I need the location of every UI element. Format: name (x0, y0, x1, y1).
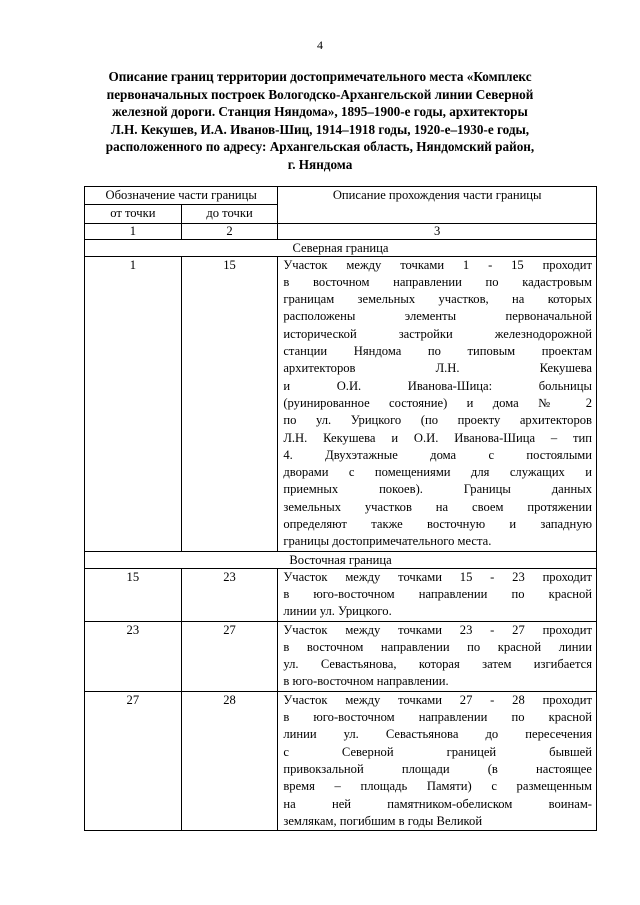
description-line: с Северной границей бывшей (283, 744, 592, 759)
description-line: Участок между точками 27 - 28 проходит (283, 692, 592, 707)
description-line: расположены элементы первоначальной (283, 309, 592, 324)
description-line: привокзальной площади (в настоящее (283, 761, 592, 776)
table-row (85, 691, 597, 830)
header-boundary-part: Обозначение части границы (85, 187, 278, 205)
title-line: Описание границ территории достопримечательного места «Комплекс (108, 69, 532, 84)
description-line: границам земельных участков, на которых (283, 292, 592, 307)
column-number: 3 (278, 223, 597, 239)
column-number: 2 (181, 223, 278, 239)
description-line: в юго-восточном направлении по красной (283, 710, 592, 725)
header-from-point: от точки (85, 205, 182, 223)
description-line: приемных покоев). Границы данных (283, 482, 592, 497)
description-line: Участок между точками 23 - 27 проходит (283, 622, 592, 637)
section-title: Восточная граница (85, 551, 597, 568)
description-line: линии ул. Севастьянова до пересечения (283, 727, 592, 742)
description-line: в восточном направлении по красной линии (283, 639, 592, 654)
section-row (85, 239, 597, 256)
column-number: 1 (85, 223, 182, 239)
description-line: по ул. Урицкого (по проекту архитекторов (283, 413, 592, 428)
document-title (90, 68, 550, 173)
boundary-table (84, 186, 597, 831)
section-row (85, 551, 597, 568)
description-line: архитекторов Л.Н. Кекушева (283, 361, 592, 376)
description-line: на ней памятником-обелиском воинам- (283, 796, 592, 811)
description-cell (278, 256, 597, 551)
description-line: границы достопримечательного места. (283, 534, 492, 549)
to-point-cell: 27 (181, 621, 278, 691)
description-line: и О.И. Иванова-Шица: больницы (283, 378, 592, 393)
section-title: Северная граница (85, 239, 597, 256)
table-row (85, 621, 597, 691)
description-line: время – площадь Памяти) с размещенным (283, 779, 592, 794)
title-line: железной дороги. Станция Няндома», 1895–1900-е годы, архитекторы (112, 104, 528, 119)
table-row (85, 256, 597, 551)
header-to-point: до точки (181, 205, 278, 223)
column-number-row (85, 223, 597, 239)
from-point-cell: 15 (85, 568, 182, 621)
title-line: Л.Н. Кекушев, И.А. Иванов-Шиц, 1914–1918 годы, 1920-е–1930-е годы, (110, 121, 530, 137)
to-point-cell: 15 (181, 256, 278, 551)
page-number: 4 (317, 38, 323, 52)
description-line: землякам, погибшим в годы Великой (283, 813, 483, 828)
description-cell (278, 621, 597, 691)
description-line: Участок между точками 15 - 23 проходит (283, 569, 592, 584)
header-description: Описание прохождения части границы (278, 187, 597, 224)
description-line: 4. Двухэтажные дома с постоялыми (283, 447, 592, 462)
description-line: в юго-восточном направлении. (283, 674, 449, 689)
title-line: первоначальных построек Вологодско-Архангельской линии Северной (106, 86, 534, 102)
description-line: линии ул. Урицкого. (283, 604, 392, 619)
from-point-cell: 1 (85, 256, 182, 551)
description-line: исторической застройки железнодорожной (283, 326, 592, 341)
to-point-cell: 28 (181, 691, 278, 830)
description-line: в восточном направлении по кадастровым (283, 274, 592, 289)
from-point-cell: 27 (85, 691, 182, 830)
description-line: земельных участков на своем протяжении (283, 499, 592, 514)
description-line: Л.Н. Кекушева и О.И. Иванова-Шица – тип (283, 430, 592, 445)
description-cell (278, 691, 597, 830)
title-line: г. Няндома (287, 156, 353, 172)
description-line: определяют также восточную и западную (283, 517, 592, 532)
description-cell (278, 568, 597, 621)
description-line: Участок между точками 1 - 15 проходит (283, 257, 592, 272)
description-line: (руинированное состояние) и дома № 2 (283, 395, 592, 410)
to-point-cell: 23 (181, 568, 278, 621)
title-line: расположенного по адресу: Архангельская область, Няндомский район, (105, 139, 535, 154)
table-row (85, 568, 597, 621)
description-line: ул. Севастьянова, которая затем изгибается (283, 657, 592, 672)
description-line: дворами с помещениями для служащих и (283, 465, 592, 480)
description-line: станции Няндома по типовым проектам (283, 344, 592, 359)
table-header-row (85, 187, 597, 205)
from-point-cell: 23 (85, 621, 182, 691)
description-line: в юго-восточном направлении по красной (283, 586, 592, 601)
